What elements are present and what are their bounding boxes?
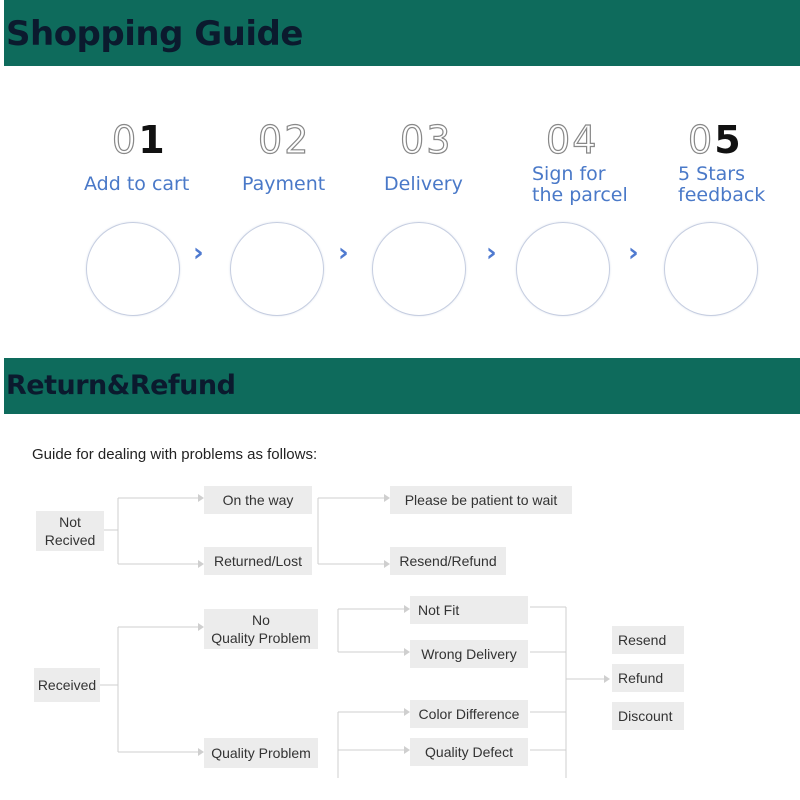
step-circle [86,222,180,316]
resend-box: Resend [612,626,684,654]
on-the-way-box: On the way [204,486,312,514]
returned-lost-box: Returned/Lost [204,547,312,575]
chevron-right-icon: › [486,238,497,268]
step-label: Payment [242,173,326,195]
chevron-right-icon: › [193,238,204,268]
wrong-delivery-box: Wrong Delivery [410,640,528,668]
step-number: 05 [688,118,743,162]
not-fit-box: Not Fit [410,596,528,624]
be-patient-box: Please be patient to wait [390,486,572,514]
step-circle [664,222,758,316]
step-number: 01 [112,118,167,162]
return-refund-title: Return&Refund [6,370,236,401]
shopping-guide-banner [4,0,800,66]
step-circle [372,222,466,316]
no-quality-problem-box: No Quality Problem [204,609,318,649]
step-circle [516,222,610,316]
step-label: 5 Stars feedback [678,163,766,206]
step-number: 04 [546,118,599,162]
chevron-right-icon: › [628,238,639,268]
guide-intro-text: Guide for dealing with problems as follows: [32,446,318,463]
return-refund-banner [4,358,800,414]
quality-problem-box: Quality Problem [204,738,318,768]
steps-row [0,110,800,340]
discount-box: Discount [612,702,684,730]
received-box: Received [34,668,100,702]
color-difference-box: Color Difference [410,700,528,728]
step-label: Delivery [384,173,463,195]
step-circle [230,222,324,316]
not-received-box: Not Recived [36,511,104,551]
step-number: 02 [258,118,311,162]
step-label: Sign for the parcel [532,163,628,206]
refund-box: Refund [612,664,684,692]
chevron-right-icon: › [338,238,349,268]
shopping-guide-title: Shopping Guide [6,14,303,54]
quality-defect-box: Quality Defect [410,738,528,766]
step-number: 03 [400,118,453,162]
resend-refund-box: Resend/Refund [390,547,506,575]
step-label: Add to cart [84,173,190,195]
